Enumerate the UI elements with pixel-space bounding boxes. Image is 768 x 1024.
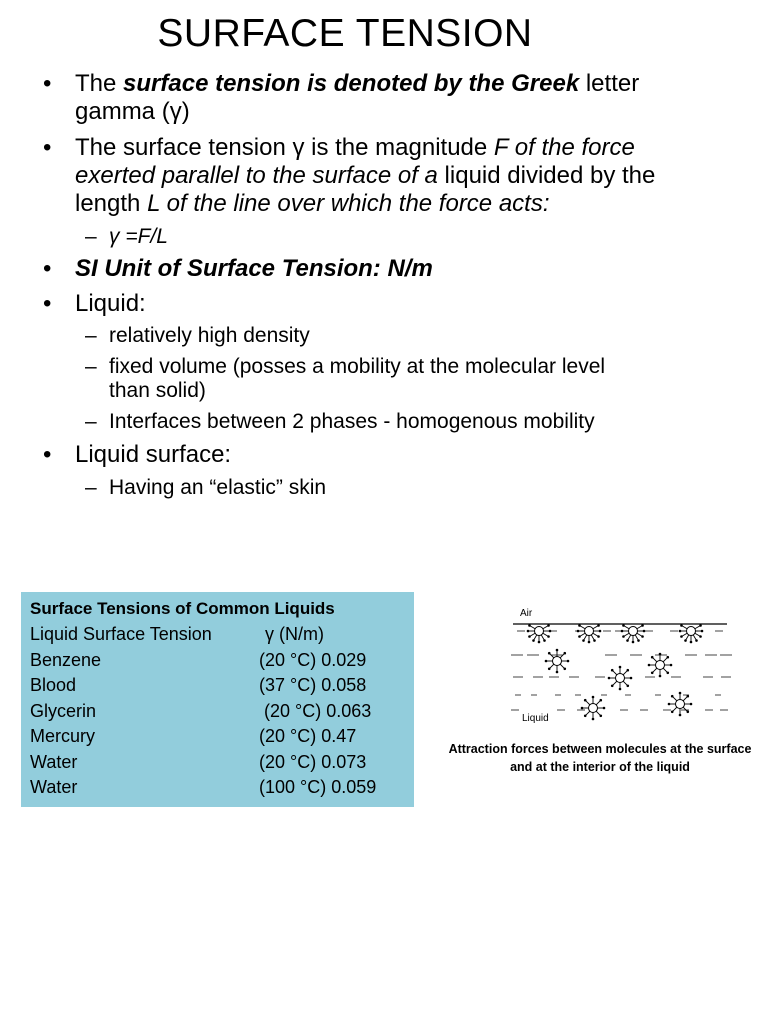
arrow-tip <box>532 639 535 642</box>
sub-bullet <box>85 324 310 348</box>
arrow-tip <box>671 710 674 713</box>
bullet-text: Liquid: <box>75 290 146 317</box>
bullet-item-gamma <box>43 70 640 99</box>
bullet-text-emphasis: surface tension is denoted by the Greek <box>123 70 580 97</box>
bullet-line <box>75 98 190 127</box>
arrow-tip <box>626 684 629 687</box>
bullet-dot-icon: • <box>43 255 52 282</box>
arrow-tip <box>671 695 674 698</box>
sub-bullet-formula <box>85 225 168 249</box>
arrow-tip <box>690 641 693 644</box>
arrow-tip <box>622 635 625 638</box>
dash-icon: – <box>85 410 97 433</box>
arrow-tip <box>666 671 669 674</box>
arrow-tip <box>686 710 689 713</box>
molecule-icon <box>608 666 633 691</box>
arrow-tip <box>621 630 624 633</box>
arrow-tip <box>632 641 635 644</box>
arrow-tip <box>584 699 587 702</box>
arrow-tip <box>608 677 611 680</box>
arrow-tip <box>611 684 614 687</box>
bullet-line <box>75 162 655 191</box>
arrow-tip <box>651 671 654 674</box>
arrow-tip <box>690 703 693 706</box>
arrow-tip <box>603 707 606 710</box>
arrow-tip <box>637 639 640 642</box>
arrow-tip <box>626 639 629 642</box>
bullet-dot-icon: • <box>43 290 52 317</box>
arrow-tip <box>556 671 559 674</box>
bullet-item-si-unit <box>43 255 433 284</box>
bullet-dot-icon: • <box>43 441 52 468</box>
arrow-tip <box>659 653 662 656</box>
arrow-tip <box>641 635 644 638</box>
arrow-tip <box>679 630 682 633</box>
arrow-tip <box>599 714 602 717</box>
table-cell-value: (20 °C) 0.073 <box>259 751 367 772</box>
molecule-icon <box>648 653 673 678</box>
arrow-tip <box>584 714 587 717</box>
table-cell-value: (100 °C) 0.059 <box>259 777 377 797</box>
arrow-tip <box>619 688 622 691</box>
arrow-tip <box>567 660 570 663</box>
caption-line: Attraction forces between molecules at the surface <box>448 742 752 756</box>
bullet-text-emphasis: SI Unit of Surface Tension: N/m <box>75 255 433 282</box>
molecule-icon <box>679 624 704 643</box>
arrow-tip <box>528 624 531 627</box>
arrow-tip <box>599 699 602 702</box>
arrow-tip <box>543 639 546 642</box>
bullet-text: letter <box>579 70 640 97</box>
molecule-body <box>656 661 665 670</box>
bullet-dot-icon: • <box>43 70 52 97</box>
table-cell-liquid: Mercury <box>30 726 96 746</box>
arrow-tip <box>679 692 682 695</box>
arrow-tip <box>641 624 644 627</box>
bullet-text-italic: L of the line over which the force acts: <box>147 190 550 217</box>
sub-bullet-line <box>109 379 206 403</box>
dash-icon: – <box>85 476 97 499</box>
sub-bullet-text: fixed volume (posses a mobility at the molecular level <box>109 355 606 378</box>
arrow-tip <box>597 635 600 638</box>
arrow-tip <box>619 666 622 669</box>
table-cell-liquid: Blood <box>30 675 77 695</box>
bullet-item-liquid-surface <box>43 441 232 470</box>
arrow-tip <box>611 669 614 672</box>
bullet-text: The <box>75 70 124 97</box>
sub-bullet-text: relatively high density <box>109 324 310 347</box>
bullet-text: Liquid surface: <box>75 441 232 468</box>
arrow-tip <box>548 667 551 670</box>
arrow-tip <box>548 652 551 655</box>
surface-tension-table <box>21 592 414 807</box>
arrow-tip <box>699 624 702 627</box>
molecule-body <box>676 700 685 709</box>
molecule-icon <box>581 696 606 721</box>
table-title-text: Surface Tensions of Common Liquids <box>30 599 335 618</box>
molecule-icon <box>545 649 570 674</box>
arrow-tip <box>578 635 581 638</box>
figure-caption <box>430 740 768 776</box>
formula-text: γ =F/L <box>109 225 168 248</box>
arrow-tip <box>556 649 559 652</box>
caption-line: and at the interior of the liquid <box>510 760 690 774</box>
arrow-tip <box>648 664 651 667</box>
arrow-tip <box>666 656 669 659</box>
arrow-tip <box>684 639 687 642</box>
air-label: Air <box>520 608 533 619</box>
arrow-tip <box>668 703 671 706</box>
molecule-body <box>687 627 696 636</box>
arrow-tip <box>547 624 550 627</box>
table-cell-value: (20 °C) 0.063 <box>259 700 372 721</box>
table-cell-value: (20 °C) 0.47 <box>259 726 357 746</box>
molecule-icon <box>668 692 693 717</box>
bullet-item-definition <box>43 134 635 163</box>
molecule-body <box>589 704 598 713</box>
arrow-tip <box>577 630 580 633</box>
bullet-dot-icon: • <box>43 134 52 161</box>
arrow-tip <box>622 624 625 627</box>
dash-icon: – <box>85 225 97 248</box>
sub-bullet <box>85 410 595 434</box>
bullet-line <box>75 190 550 219</box>
table-header-value: γ (N/m) <box>265 624 324 644</box>
arrow-tip <box>695 639 698 642</box>
dash-icon: – <box>85 324 97 347</box>
table-cell-value: (37 °C) 0.058 <box>259 675 367 695</box>
table-cell-value: (20 °C) 0.029 <box>259 649 367 670</box>
table-cell-liquid: Benzene <box>30 649 102 670</box>
arrow-tip <box>593 639 596 642</box>
arrow-tip <box>599 630 602 633</box>
bullet-text: liquid divided by the <box>437 162 656 189</box>
molecule-body <box>629 627 638 636</box>
bullet-text: The surface tension γ is the magnitude <box>75 134 494 161</box>
sub-bullet <box>85 355 606 379</box>
arrow-tip <box>592 718 595 721</box>
arrow-tip <box>680 635 683 638</box>
bullet-text-italic: F of the force <box>493 134 635 161</box>
arrow-tip <box>528 635 531 638</box>
sub-bullet <box>85 476 327 500</box>
table-cell-liquid: Glycerin <box>30 700 97 721</box>
arrow-tip <box>578 624 581 627</box>
liquid-dashes <box>511 631 732 710</box>
molecule-body <box>616 674 625 683</box>
arrow-tip <box>686 695 689 698</box>
arrow-tip <box>582 639 585 642</box>
sub-bullet-text: than solid) <box>109 379 206 402</box>
sub-bullet-text: Having an “elastic” skin <box>109 476 327 499</box>
arrow-tip <box>549 630 552 633</box>
molecule-icon <box>621 624 646 643</box>
arrow-tip <box>651 656 654 659</box>
arrow-tip <box>659 675 662 678</box>
arrow-tip <box>630 677 633 680</box>
liquid-label: Liquid <box>522 713 549 724</box>
page-title: SURFACE TENSION <box>157 12 533 55</box>
arrow-tip <box>680 624 683 627</box>
arrow-tip <box>563 652 566 655</box>
arrow-tip <box>597 624 600 627</box>
table-cell-liquid: Water <box>30 751 78 772</box>
arrow-tip <box>679 714 682 717</box>
molecule-icon <box>527 624 552 643</box>
molecule-body <box>585 627 594 636</box>
dash-icon: – <box>85 355 97 378</box>
arrow-tip <box>538 641 541 644</box>
bullet-text: gamma (γ) <box>75 98 190 125</box>
table-header-liquid: Liquid Surface Tension <box>30 624 212 644</box>
sub-bullet-text: Interfaces between 2 phases - homogenous mobility <box>109 410 595 433</box>
molecule-icon <box>577 624 602 643</box>
arrow-tip <box>588 641 591 644</box>
arrow-tip <box>527 630 530 633</box>
arrow-tip <box>581 707 584 710</box>
arrow-tip <box>701 630 704 633</box>
arrow-tip <box>626 669 629 672</box>
arrow-tip <box>699 635 702 638</box>
molecule-attraction-diagram <box>505 600 740 735</box>
arrow-tip <box>563 667 566 670</box>
molecules <box>527 624 704 720</box>
bullet-text-italic: exerted parallel to the surface of a <box>75 162 438 189</box>
bullet-item-liquid <box>43 290 146 319</box>
arrow-tip <box>545 660 548 663</box>
molecule-body <box>535 627 544 636</box>
arrow-tip <box>670 664 673 667</box>
arrow-tip <box>643 630 646 633</box>
molecule-body <box>553 657 562 666</box>
arrow-tip <box>547 635 550 638</box>
table-cell-liquid: Water <box>30 777 78 797</box>
bullet-text: length <box>75 190 148 217</box>
arrow-tip <box>592 696 595 699</box>
